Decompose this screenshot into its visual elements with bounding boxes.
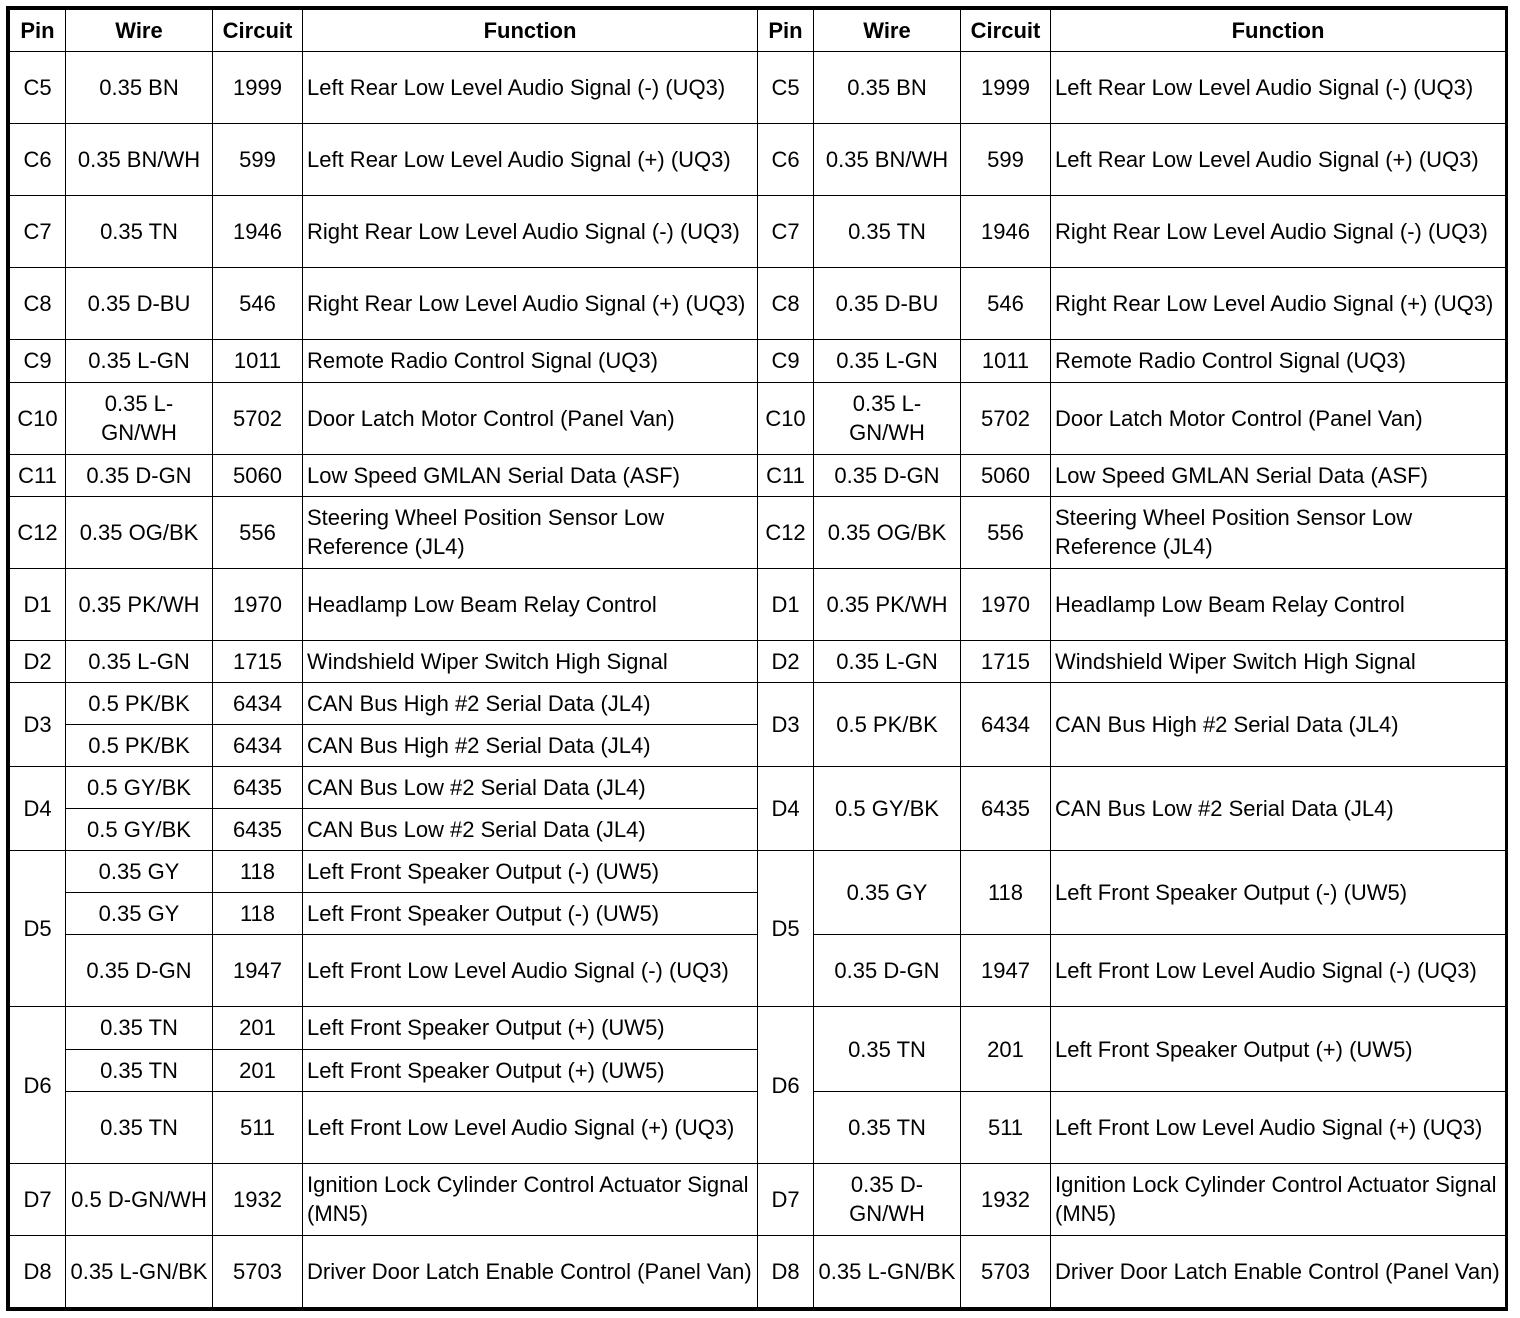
function-cell: CAN Bus High #2 Serial Data (JL4) [303,682,758,724]
function-cell: Headlamp Low Beam Relay Control [1051,568,1506,640]
function-cell: Remote Radio Control Signal (UQ3) [1051,340,1506,382]
wire-cell: 0.35 L-GN [814,640,961,682]
function-cell: CAN Bus Low #2 Serial Data (JL4) [303,767,758,809]
header-wire: Wire [814,10,961,52]
wire-cell: 0.35 TN [66,1049,213,1091]
wire-cell: 0.35 PK/WH [66,568,213,640]
circuit-cell: 5703 [213,1235,303,1307]
circuit-cell: 1946 [213,196,303,268]
function-cell: Left Front Speaker Output (+) (UW5) [303,1049,758,1091]
function-cell: Left Rear Low Level Audio Signal (+) (UQ3) [1051,124,1506,196]
function-cell: Steering Wheel Position Sensor Low Reference (JL4) [1051,496,1506,568]
wire-cell: 0.35 PK/WH [814,568,961,640]
wire-cell: 0.35 D-BU [66,268,213,340]
pin-cell: D3 [758,682,814,766]
table-row [10,767,1506,809]
wire-cell: 0.5 PK/BK [66,682,213,724]
wire-cell: 0.35 OG/BK [66,496,213,568]
circuit-cell: 5060 [961,454,1051,496]
function-cell: Left Front Speaker Output (+) (UW5) [303,1007,758,1049]
function-cell: CAN Bus High #2 Serial Data (JL4) [1051,682,1506,766]
header-function: Function [1051,10,1506,52]
table-row [10,52,1506,124]
pin-cell: D5 [10,851,66,1007]
function-cell: Low Speed GMLAN Serial Data (ASF) [1051,454,1506,496]
circuit-cell: 546 [213,268,303,340]
circuit-cell: 1947 [961,935,1051,1007]
function-cell: Left Front Low Level Audio Signal (-) (UQ3) [1051,935,1506,1007]
pin-cell: D5 [758,851,814,1007]
wire-cell: 0.5 GY/BK [66,767,213,809]
header-wire: Wire [66,10,213,52]
wire-cell: 0.35 GY [66,893,213,935]
wire-cell: 0.35 D-GN/WH [814,1163,961,1235]
circuit-cell: 201 [213,1049,303,1091]
wire-cell: 0.35 TN [814,196,961,268]
table-row [10,196,1506,268]
circuit-cell: 1999 [961,52,1051,124]
header-function: Function [303,10,758,52]
circuit-cell: 1011 [961,340,1051,382]
circuit-cell: 118 [213,851,303,893]
table-row [10,1163,1506,1235]
header-row [10,10,1506,52]
circuit-cell: 599 [213,124,303,196]
table-row [10,340,1506,382]
function-cell: Left Front Low Level Audio Signal (+) (UQ3) [303,1091,758,1163]
function-cell: Remote Radio Control Signal (UQ3) [303,340,758,382]
wire-cell: 0.35 GY [66,851,213,893]
pin-cell: C6 [758,124,814,196]
circuit-cell: 6434 [213,682,303,724]
wire-cell: 0.35 TN [66,196,213,268]
pin-cell: D2 [758,640,814,682]
pin-cell: D4 [758,767,814,851]
pin-cell: D7 [10,1163,66,1235]
wire-cell: 0.35 L-GN [66,640,213,682]
circuit-cell: 511 [213,1091,303,1163]
pinout-table-frame [6,6,1508,1311]
circuit-cell: 6435 [961,767,1051,851]
function-cell: CAN Bus Low #2 Serial Data (JL4) [303,809,758,851]
circuit-cell: 511 [961,1091,1051,1163]
pin-cell: D4 [10,767,66,851]
circuit-cell: 1970 [213,568,303,640]
pin-cell: C6 [10,124,66,196]
wire-cell: 0.35 L-GN/WH [66,382,213,454]
function-cell: Right Rear Low Level Audio Signal (-) (UQ3) [1051,196,1506,268]
pin-cell: D1 [758,568,814,640]
function-cell: Driver Door Latch Enable Control (Panel Van) [303,1235,758,1307]
pin-cell: D3 [10,682,66,766]
circuit-cell: 1970 [961,568,1051,640]
wire-cell: 0.35 D-BU [814,268,961,340]
wire-cell: 0.35 D-GN [814,935,961,1007]
table-row [10,1007,1506,1049]
header-circuit: Circuit [213,10,303,52]
table-row [10,851,1506,893]
circuit-cell: 1947 [213,935,303,1007]
table-row [10,382,1506,454]
circuit-cell: 5060 [213,454,303,496]
wire-cell: 0.35 TN [66,1007,213,1049]
wire-cell: 0.35 BN [814,52,961,124]
circuit-cell: 556 [961,496,1051,568]
function-cell: Left Rear Low Level Audio Signal (-) (UQ3) [303,52,758,124]
function-cell: Ignition Lock Cylinder Control Actuator Signal (MN5) [1051,1163,1506,1235]
pin-cell: C9 [10,340,66,382]
circuit-cell: 6434 [961,682,1051,766]
function-cell: Door Latch Motor Control (Panel Van) [1051,382,1506,454]
function-cell: Left Front Speaker Output (+) (UW5) [1051,1007,1506,1091]
function-cell: Right Rear Low Level Audio Signal (+) (UQ3) [303,268,758,340]
circuit-cell: 1946 [961,196,1051,268]
function-cell: Windshield Wiper Switch High Signal [303,640,758,682]
header-pin: Pin [10,10,66,52]
circuit-cell: 5702 [961,382,1051,454]
function-cell: Door Latch Motor Control (Panel Van) [303,382,758,454]
table-row [10,454,1506,496]
wire-cell: 0.5 PK/BK [814,682,961,766]
function-cell: Left Front Low Level Audio Signal (+) (UQ3) [1051,1091,1506,1163]
table-row [10,1235,1506,1307]
wire-cell: 0.5 D-GN/WH [66,1163,213,1235]
pin-cell: C12 [10,496,66,568]
pin-cell: C8 [758,268,814,340]
function-cell: Left Front Speaker Output (-) (UW5) [303,851,758,893]
wire-cell: 0.35 BN [66,52,213,124]
function-cell: Steering Wheel Position Sensor Low Reference (JL4) [303,496,758,568]
function-cell: Left Rear Low Level Audio Signal (-) (UQ3) [1051,52,1506,124]
pin-cell: D6 [10,1007,66,1163]
wire-cell: 0.5 GY/BK [814,767,961,851]
circuit-cell: 1011 [213,340,303,382]
table-row [10,496,1506,568]
pin-cell: D8 [10,1235,66,1307]
function-cell: Left Front Speaker Output (-) (UW5) [303,893,758,935]
wire-cell: 0.35 TN [814,1091,961,1163]
circuit-cell: 599 [961,124,1051,196]
wire-cell: 0.35 BN/WH [814,124,961,196]
wire-cell: 0.35 OG/BK [814,496,961,568]
pin-cell: D2 [10,640,66,682]
circuit-cell: 5702 [213,382,303,454]
wire-cell: 0.35 TN [66,1091,213,1163]
table-row [10,640,1506,682]
pin-cell: D1 [10,568,66,640]
function-cell: Left Rear Low Level Audio Signal (+) (UQ3) [303,124,758,196]
pin-cell: C7 [758,196,814,268]
function-cell: Low Speed GMLAN Serial Data (ASF) [303,454,758,496]
circuit-cell: 6434 [213,725,303,767]
circuit-cell: 6435 [213,767,303,809]
pin-cell: C11 [758,454,814,496]
wire-cell: 0.35 TN [814,1007,961,1091]
pin-cell: C12 [758,496,814,568]
wire-cell: 0.35 L-GN/BK [814,1235,961,1307]
pin-cell: D7 [758,1163,814,1235]
wire-cell: 0.35 D-GN [66,935,213,1007]
function-cell: CAN Bus High #2 Serial Data (JL4) [303,725,758,767]
function-cell: Headlamp Low Beam Relay Control [303,568,758,640]
circuit-cell: 201 [213,1007,303,1049]
wire-cell: 0.35 L-GN [814,340,961,382]
circuit-cell: 1715 [213,640,303,682]
circuit-cell: 5703 [961,1235,1051,1307]
wire-cell: 0.35 L-GN/BK [66,1235,213,1307]
function-cell: Ignition Lock Cylinder Control Actuator Signal (MN5) [303,1163,758,1235]
pin-cell: C5 [758,52,814,124]
circuit-cell: 546 [961,268,1051,340]
function-cell: Left Front Speaker Output (-) (UW5) [1051,851,1506,935]
wire-cell: 0.5 GY/BK [66,809,213,851]
function-cell: Left Front Low Level Audio Signal (-) (UQ3) [303,935,758,1007]
table-row [10,682,1506,724]
connector-pinout-table [9,9,1506,1308]
circuit-cell: 6435 [213,809,303,851]
wire-cell: 0.35 D-GN [814,454,961,496]
wire-cell: 0.5 PK/BK [66,725,213,767]
table-row [10,124,1506,196]
function-cell: Right Rear Low Level Audio Signal (-) (UQ3) [303,196,758,268]
pin-cell: C5 [10,52,66,124]
pinout-body [10,52,1506,1308]
pin-cell: C11 [10,454,66,496]
function-cell: CAN Bus Low #2 Serial Data (JL4) [1051,767,1506,851]
header-pin: Pin [758,10,814,52]
pin-cell: C9 [758,340,814,382]
wire-cell: 0.35 GY [814,851,961,935]
pin-cell: C10 [758,382,814,454]
pin-cell: C10 [10,382,66,454]
circuit-cell: 1999 [213,52,303,124]
pin-cell: D8 [758,1235,814,1307]
pin-cell: C8 [10,268,66,340]
pin-cell: D6 [758,1007,814,1163]
function-cell: Driver Door Latch Enable Control (Panel Van) [1051,1235,1506,1307]
wire-cell: 0.35 L-GN [66,340,213,382]
function-cell: Right Rear Low Level Audio Signal (+) (UQ3) [1051,268,1506,340]
circuit-cell: 1932 [961,1163,1051,1235]
circuit-cell: 118 [961,851,1051,935]
header-circuit: Circuit [961,10,1051,52]
circuit-cell: 556 [213,496,303,568]
circuit-cell: 118 [213,893,303,935]
circuit-cell: 1932 [213,1163,303,1235]
table-row [10,568,1506,640]
wire-cell: 0.35 L-GN/WH [814,382,961,454]
wire-cell: 0.35 BN/WH [66,124,213,196]
circuit-cell: 201 [961,1007,1051,1091]
function-cell: Windshield Wiper Switch High Signal [1051,640,1506,682]
table-row [10,268,1506,340]
pin-cell: C7 [10,196,66,268]
circuit-cell: 1715 [961,640,1051,682]
wire-cell: 0.35 D-GN [66,454,213,496]
